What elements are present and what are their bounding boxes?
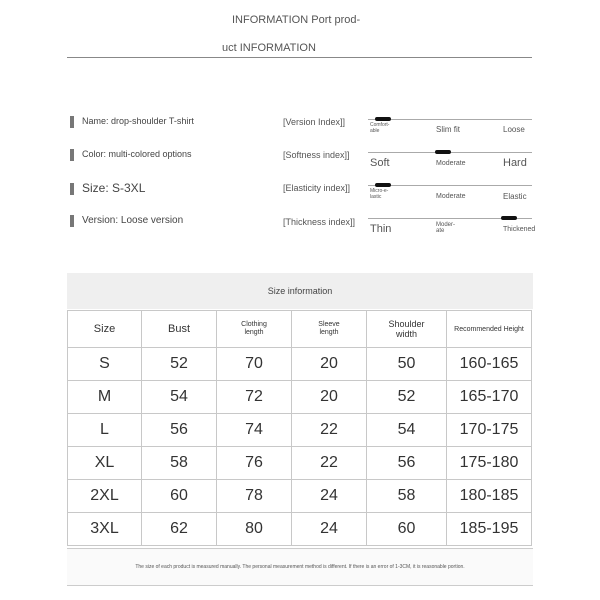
cell-size: L xyxy=(68,414,142,447)
cell-clothing-length: 70 xyxy=(217,348,292,381)
cell-sleeve-length: 24 xyxy=(292,480,367,513)
cell-bust: 52 xyxy=(142,348,217,381)
version-index-label: [Version Index]] xyxy=(283,117,346,127)
size-table-caption: Size information xyxy=(67,273,533,309)
scale-left-label: Comfort- able xyxy=(370,122,390,134)
elasticity-index-label: [Elasticity index]] xyxy=(283,183,351,193)
header-shoulder-width: Shoulder width xyxy=(367,311,447,348)
table-row xyxy=(68,414,532,447)
cell-clothing-length: 74 xyxy=(217,414,292,447)
cell-shoulder-width: 60 xyxy=(367,513,447,546)
cell-shoulder-width: 52 xyxy=(367,381,447,414)
cell-size: XL xyxy=(68,447,142,480)
cell-bust: 58 xyxy=(142,447,217,480)
cell-size: 3XL xyxy=(68,513,142,546)
elasticity-scale xyxy=(368,185,532,215)
size-table xyxy=(67,310,532,546)
header-size: Size xyxy=(68,311,142,348)
table-row xyxy=(68,480,532,513)
table-row xyxy=(68,381,532,414)
cell-shoulder-width: 54 xyxy=(367,414,447,447)
cell-size: M xyxy=(68,381,142,414)
cell-sleeve-length: 22 xyxy=(292,414,367,447)
cell-bust: 54 xyxy=(142,381,217,414)
scale-track xyxy=(368,185,532,186)
cell-shoulder-width: 56 xyxy=(367,447,447,480)
thickness-scale xyxy=(368,218,536,248)
softness-scale xyxy=(368,152,532,182)
cell-sleeve-length: 24 xyxy=(292,513,367,546)
scale-mid-label: Moder- ate xyxy=(436,222,456,234)
scale-left-label: Thin xyxy=(370,223,392,235)
page-title-line-1: INFORMATION Port prod- xyxy=(232,14,361,26)
table-row xyxy=(68,348,532,381)
scale-indicator xyxy=(375,183,391,187)
cell-recommended-height: 185-195 xyxy=(447,513,532,546)
bullet-marker xyxy=(70,149,74,161)
info-color-label: Color: multi-colored options xyxy=(82,149,192,159)
cell-clothing-length: 72 xyxy=(217,381,292,414)
table-row xyxy=(68,513,532,546)
measurement-note: The size of each product is measured manually. The personal measurement method is different. If there is an error of 1-3CM, it is reasonable portion. xyxy=(67,548,533,586)
scale-indicator xyxy=(501,216,517,220)
cell-bust: 62 xyxy=(142,513,217,546)
header-clothing-length: Clothing length xyxy=(217,311,292,348)
scale-right-label: Loose xyxy=(503,125,525,134)
softness-index-label: [Softness index]] xyxy=(283,150,350,160)
size-table-header-row xyxy=(68,311,532,348)
cell-sleeve-length: 22 xyxy=(292,447,367,480)
bullet-marker xyxy=(70,215,74,227)
table-row xyxy=(68,447,532,480)
thickness-index-label: [Thickness index]] xyxy=(283,217,356,227)
info-size-label: Size: S-3XL xyxy=(82,181,146,195)
scale-mid-label: Slim fit xyxy=(436,125,460,134)
cell-sleeve-length: 20 xyxy=(292,381,367,414)
bullet-marker xyxy=(70,116,74,128)
cell-shoulder-width: 58 xyxy=(367,480,447,513)
cell-recommended-height: 180-185 xyxy=(447,480,532,513)
scale-right-label: Elastic xyxy=(503,192,527,201)
header-sleeve-length: Sleeve length xyxy=(292,311,367,348)
scale-left-label: Soft xyxy=(370,157,390,169)
title-divider xyxy=(67,57,532,58)
cell-bust: 56 xyxy=(142,414,217,447)
scale-right-label: Thickened xyxy=(503,226,536,233)
cell-sleeve-length: 20 xyxy=(292,348,367,381)
info-name-label: Name: drop-shoulder T-shirt xyxy=(82,116,194,126)
cell-recommended-height: 165-170 xyxy=(447,381,532,414)
scale-mid-label: Moderate xyxy=(436,193,466,200)
cell-clothing-length: 76 xyxy=(217,447,292,480)
version-scale xyxy=(368,119,532,149)
header-recommended-height: Recommended Height xyxy=(447,311,532,348)
scale-track xyxy=(368,119,532,120)
header-bust: Bust xyxy=(142,311,217,348)
cell-shoulder-width: 50 xyxy=(367,348,447,381)
cell-size: 2XL xyxy=(68,480,142,513)
scale-mid-label: Moderate xyxy=(436,160,466,167)
cell-recommended-height: 160-165 xyxy=(447,348,532,381)
cell-size: S xyxy=(68,348,142,381)
cell-recommended-height: 175-180 xyxy=(447,447,532,480)
scale-indicator xyxy=(435,150,451,154)
info-version-label: Version: Loose version xyxy=(82,215,184,226)
cell-recommended-height: 170-175 xyxy=(447,414,532,447)
cell-clothing-length: 80 xyxy=(217,513,292,546)
scale-left-label: Micro-e- lastic xyxy=(370,188,389,200)
cell-bust: 60 xyxy=(142,480,217,513)
scale-indicator xyxy=(375,117,391,121)
page-title-line-2: uct INFORMATION xyxy=(222,42,316,54)
bullet-marker xyxy=(70,183,74,195)
cell-clothing-length: 78 xyxy=(217,480,292,513)
scale-right-label: Hard xyxy=(503,157,527,169)
